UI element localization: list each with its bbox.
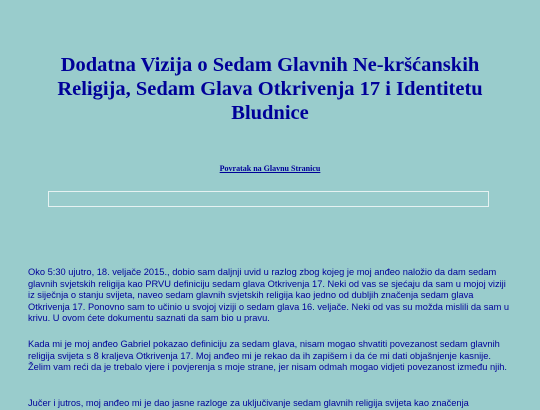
body-paragraph: Oko 5:30 ujutro, 18. veljače 2015., dobio sam daljnji uvid u razlog zbog kojeg je moj anđeo naložio da dam sedam glavnih svjetskih religija kao PRVU definiciju sedam glava Otkrivenja 17. Neki od vas se sjećaju da sam u mojoj viziji iz siječnja o stanju svijeta, naveo sedam glavnih svjetskih religija kao jedno od dubljih značenja sedam glava Otkrivenja 17. Ponovno sam to učinio u svojoj viziji o sedam glava 16. veljače. Neki od vas su možda mislili da sam u krivu. U ovom ćete dokumentu saznati da sam bio u pravu. bbox=[28, 267, 510, 323]
page-title: Dodatna Vizija o Sedam Glavnih Ne-kršćanskih Religija, Sedam Glava Otkrivenja 17 i Identitetu Bludnice bbox=[57, 54, 483, 124]
back-to-home-link[interactable]: Povratak na Glavnu Stranicu bbox=[219, 164, 321, 173]
body-paragraph: Kada mi je moj anđeo Gabriel pokazao definiciju za sedam glava, nisam mogao shvatiti povezanost sedam glavnih religija svijeta s 8 kraljeva Otkrivenja 17. Moj anđeo mi je rekao da ih zapišem i da će mi dati objašnjenje kasnije. Želim vam reći da je trebalo vjere i povjerenja s moje strane, jer nisam odmah mogao vidjeti povezanost između njih. bbox=[28, 339, 508, 372]
back-link-container bbox=[0, 164, 540, 174]
divider-box bbox=[48, 191, 489, 207]
body-paragraph: Jučer i jutros, moj anđeo mi je dao jasne razloge za uključivanje sedam glavnih religija svijeta kao značenja bbox=[28, 398, 469, 408]
